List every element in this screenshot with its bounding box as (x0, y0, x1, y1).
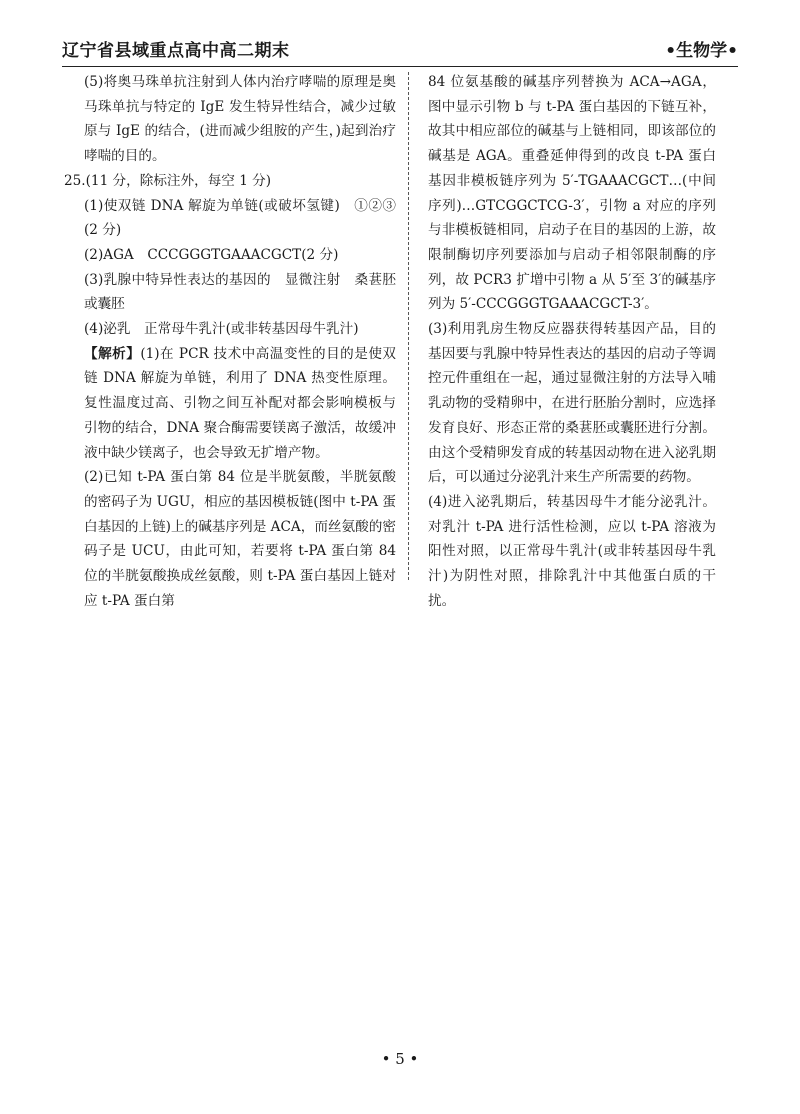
page-number: • 5 • (381, 1050, 419, 1068)
answer-24-5: (5)将奥马珠单抗注射到人体内治疗哮喘的原理是奥马珠单抗与特定的 IgE 发生特异性结合，减少过敏原与 IgE 的结合，(进而减少组胺的产生，)起到治疗哮喘的目的。 (84, 74, 396, 165)
analysis-25-3: (3)利用乳房生物反应器获得转基因产品，目的基因要与乳腺中特异性表达的基因的启动子等调控元件重组在一起，通过显微注射的方法导入哺乳动物的受精卵中，在进行胚胎分割时，应选择发育良好、形态正常的桑葚胚或囊胚进行分割。由这个受精卵发育成的转基因动物在进入泌乳期后，可以通过分泌乳汁来生产所需要的药物。 (428, 321, 716, 486)
page-header (62, 22, 738, 67)
exam-title: 辽宁省县域重点高中高二期末 (62, 41, 290, 61)
answer-25-4: (4)泌乳 正常母牛乳汁(或非转基因母牛乳汁) (84, 321, 359, 338)
subject-label: •生物学• (665, 41, 738, 61)
analysis-25-1 (84, 342, 396, 466)
question-25-heading: 25.(11 分，除标注外，每空 1 分) (64, 172, 272, 189)
analysis-tag: 【解析】 (84, 345, 141, 362)
answer-25-1: (1)使双链 DNA 解旋为单链(或破坏氢键) ①②③ (2 分) (84, 197, 396, 239)
answer-25-3: (3)乳腺中特异性表达的基因的 显微注射 桑葚胚或囊胚 (84, 271, 396, 313)
analysis-25-4: (4)进入泌乳期后，转基因母牛才能分泌乳汁。对乳汁 t-PA 进行活性检测，应以 t-PA 溶液为阳性对照，以正常母牛乳汁(或非转基因母牛乳汁)为阴性对照，排除乳汁中其他蛋白质的干扰。 (428, 493, 716, 609)
analysis-25-2-cont: 84 位氨基酸的碱基序列替换为 ACA→AGA，图中显示引物 b 与 t-PA 蛋白基因的下链互补，故其中相应部位的碱基与上链相同，即该部位的碱基是 AGA。重叠延伸得到的改良 t-PA 蛋白基因非模板链序列为 5′-TGAAACGCT…(中间序列)…GTCGGCTCG-3′，引物 a 对应的序列与非模板链相同，启动子在目的基因的上游，故限制酶切序列要添加与启动子相邻限制酶的序列，故 PCR3 扩增中引物 a 从 5′至 3′的碱基序列为 5′-CCCGGGTGAAACGCT-3′。 (428, 74, 716, 313)
analysis-25-1-text: (1)在 PCR 技术中高温变性的目的是使双链 DNA 解旋为单链，利用了 DNA 热变性原理。复性温度过高、引物之间互补配对都会影响模板与引物的结合，DNA 聚合酶需要镁离子激活，故缓冲液中缺少镁离子，也会导致无扩增产物。 (84, 345, 397, 461)
right-column (428, 70, 716, 613)
left-column (64, 70, 397, 613)
answer-25-2: (2)AGA CCCGGGTGAAACGCT(2 分) (84, 246, 339, 263)
analysis-25-2: (2)已知 t-PA 蛋白第 84 位是半胱氨酸，半胱氨酸的密码子为 UGU，相应的基因模板链(图中 t-PA 蛋白基因的上链)上的碱基序列是 ACA，而丝氨酸的密码子是 UCU，由此可知，若要将 t-PA 蛋白第 84 位的半胱氨酸换成丝氨酸，则 t-PA 蛋白基因上链对应 t-PA 蛋白第 (84, 469, 396, 609)
column-divider (408, 72, 409, 580)
